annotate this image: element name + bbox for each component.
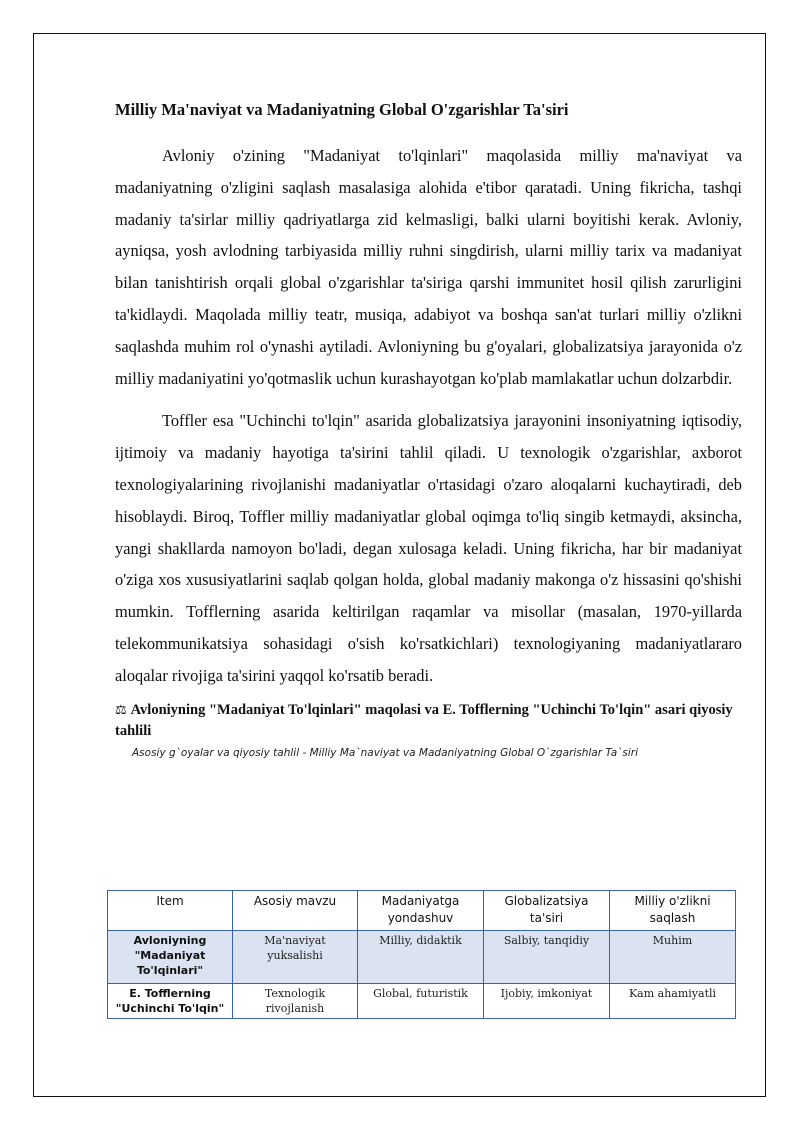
table-cell: Ma'naviyat yuksalishi bbox=[233, 931, 358, 984]
table-cell: Global, futuristik bbox=[358, 984, 484, 1019]
header-cell: Milliy o'zlikni saqlash bbox=[610, 891, 736, 931]
header-cell: Item bbox=[108, 891, 233, 931]
row-label: Avloniyning "Madaniyat To'lqinlari" bbox=[108, 931, 233, 984]
table-cell: Milliy, didaktik bbox=[358, 931, 484, 984]
table-cell: Muhim bbox=[610, 931, 736, 984]
table-cell: Kam ahamiyatli bbox=[610, 984, 736, 1019]
table-row bbox=[108, 984, 736, 1019]
header-cell: Asosiy mavzu bbox=[233, 891, 358, 931]
table-row bbox=[108, 931, 736, 984]
table-header-row bbox=[108, 891, 736, 931]
comparison-table bbox=[107, 890, 736, 1019]
table-title-text: Avloniyning "Madaniyat To'lqinlari" maqolasi va E. Tofflerning "Uchinchi To'lqin" asari qiyosiy tahlili bbox=[115, 701, 733, 739]
document-body bbox=[115, 96, 742, 765]
table-caption: Asosiy g`oyalar va qiyosiy tahlil - Milliy Ma`naviyat va Madaniyatning Global O`zgarishlar Ta`siri bbox=[132, 746, 639, 759]
table-cell: Salbiy, tanqidiy bbox=[484, 931, 610, 984]
table-cell: Ijobiy, imkoniyat bbox=[484, 984, 610, 1019]
header-cell: Madaniyatga yondashuv bbox=[358, 891, 484, 931]
header-cell: Globalizatsiya ta'siri bbox=[484, 891, 610, 931]
table-cell: Texnologik rivojlanish bbox=[233, 984, 358, 1019]
paragraph-avloniy: Avloniy o'zining "Madaniyat to'lqinlari" maqolasida milliy ma'naviyat va madaniyatning o'zligini saqlash masalasiga alohida e'tibor qaratadi. Uning fikricha, tashqi madaniy ta'sirlar milliy qadriyatlarga zid kelmasligi, balki ularni boyitishi kerak. Avloniy, ayniqsa, yosh avlodning tarbiyasida milliy ruhni singdirish, ularni milliy tarix va madaniyat bilan tanishtirish orqali global o'zgarishlar ta'siriga qarshi immunitet hosil qilish zarurligini ta'kidlaydi. Maqolada milliy teatr, musiqa, adabiyot va boshqa san'at turlari milliy o'zlikni saqlashda muhim rol o'ynashi aytiladi. Avloniyning bu g'oyalari, globalizatsiya jarayonida o'z milliy madaniyatini yo'qotmaslik uchun kurashayotgan ko'plab mamlakatlar uchun dolzarbdir. bbox=[115, 146, 742, 388]
row-label: E. Tofflerning "Uchinchi To'lqin" bbox=[108, 984, 233, 1019]
balance-scale-icon: ⚖ bbox=[115, 702, 127, 718]
table-title bbox=[115, 700, 742, 741]
document-title: Milliy Ma'naviyat va Madaniyatning Global O'zgarishlar Ta'siri bbox=[115, 100, 569, 119]
paragraph-toffler: Toffler esa "Uchinchi to'lqin" asarida globalizatsiya jarayonini insoniyatning iqtisodiy, ijtimoiy va madaniy hayotiga ta'sirini tahlil qiladi. U texnologik o'zgarishlar, axborot texnologiyalarining rivojlanishi madaniyatlar o'rtasidagi o'zaro aloqalarni kuchaytiradi, deb hisoblaydi. Biroq, Toffler milliy madaniyatlar global oqimga to'liq singib ketmaydi, aksincha, yangi shakllarda namoyon bo'ladi, degan xulosaga keladi. Uning fikricha, har bir madaniyat o'ziga xos xususiyatlarini saqlab qolgan holda, global madaniy makonga o'z hissasini qo'shishi mumkin. Tofflerning asarida keltirilgan raqamlar va misollar (masalan, 1970-yillarda telekommunikatsiya sohasidagi o'sish ko'rsatkichlari) texnologiyaning madaniyatlararo aloqalar rivojiga ta'sirini yaqqol ko'rsatib beradi. bbox=[115, 411, 742, 685]
